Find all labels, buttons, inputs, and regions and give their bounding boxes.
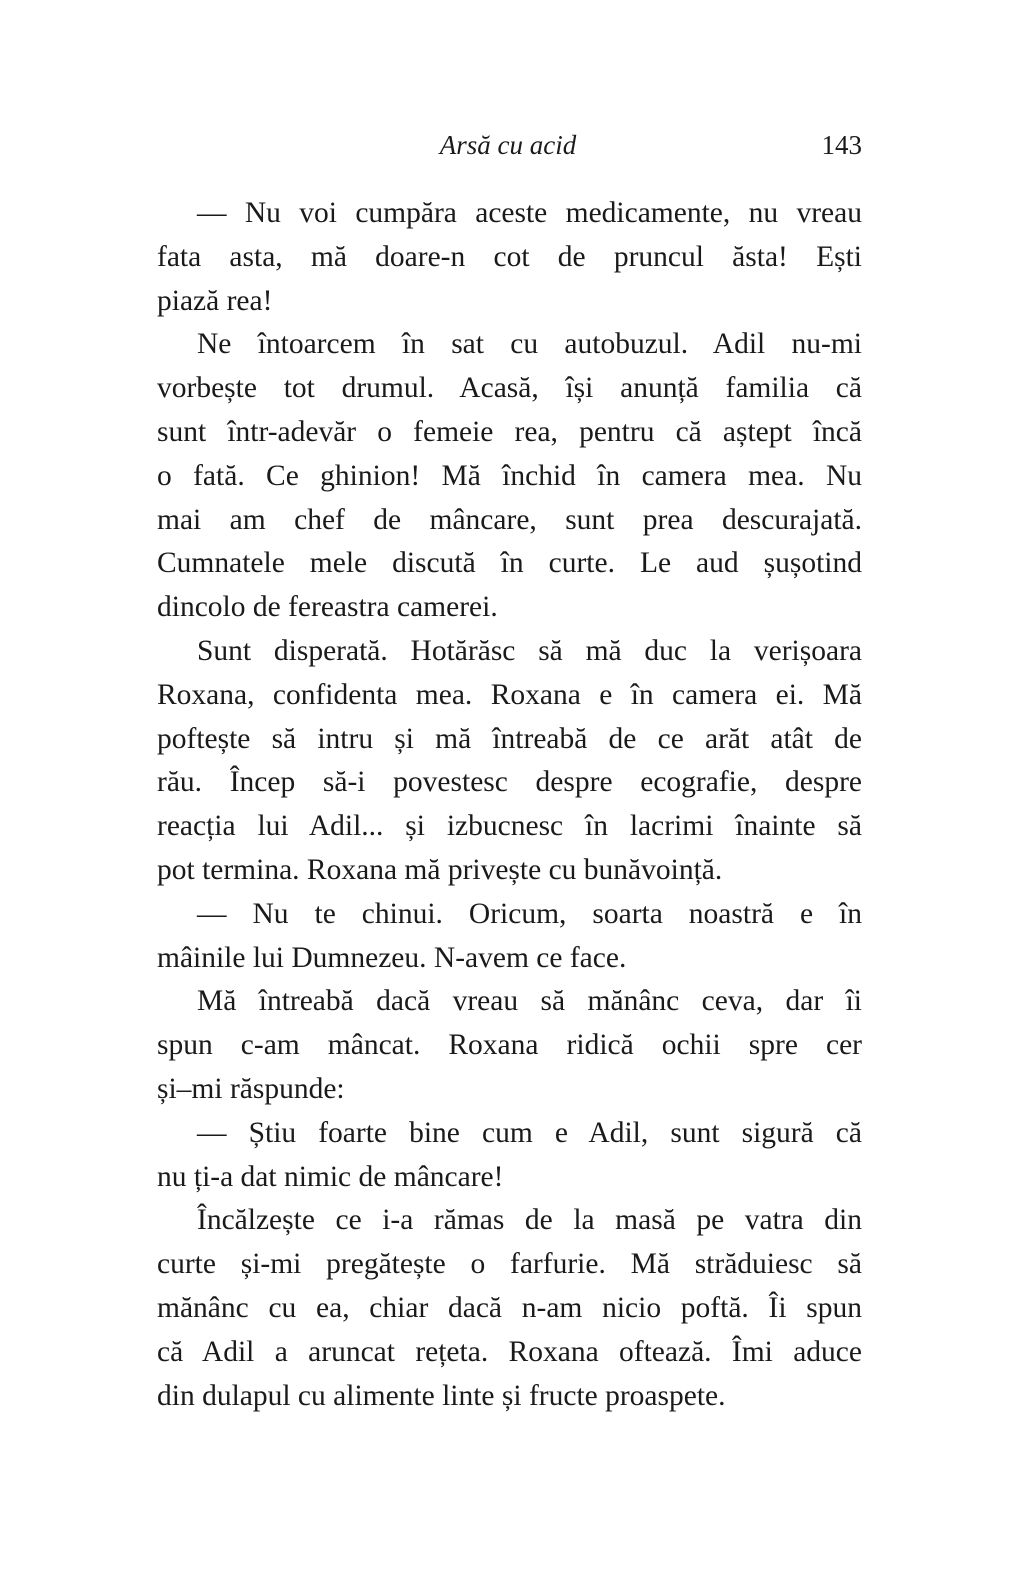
text-line: pot termina. Roxana mă privește cu bunăvoință. [157,853,723,886]
text-line: rău. Încep să-i povestesc despre ecografie, despre [157,766,862,799]
text-line: Cumnatele mele discută în curte. Le aud șușotind [157,547,862,580]
text-line: curte și-mi pregătește o farfurie. Mă străduiesc să [157,1248,862,1281]
text-line: — Știu foarte bine cum e Adil, sunt sigură că [197,1116,862,1149]
text-line: nu ți-a dat nimic de mâncare! [157,1160,504,1193]
text-line: și–mi răspunde: [157,1072,345,1105]
text-line: — Nu te chinui. Oricum, soarta noastră e în [197,897,862,930]
text-line: poftește să intru și mă întreabă de ce arăt atât de [157,722,862,755]
text-line: Încălzește ce i-a rămas de la masă pe vatra din [197,1204,862,1237]
text-line: mănânc cu ea, chiar dacă n-am nicio poftă. Îi spun [157,1291,862,1324]
text-line: piază rea! [157,284,273,317]
body-text [157,192,862,1418]
text-line: Ne întoarcem în sat cu autobuzul. Adil nu-mi [197,328,862,361]
text-line: fata asta, mă doare-n cot de pruncul ăsta! Ești [157,240,862,273]
text-line: spun c-am mâncat. Roxana ridică ochii spre cer [157,1029,862,1062]
paragraph [157,893,862,981]
text-line: reacția lui Adil... și izbucnesc în lacrimi înainte să [157,810,862,843]
text-line: Sunt disperată. Hotărăsc să mă duc la verișoara [197,634,862,667]
text-line: că Adil a aruncat rețeta. Roxana oftează. Îmi aduce [157,1335,862,1368]
text-line: o fată. Ce ghinion! Mă închid în camera mea. Nu [157,459,862,492]
page-number: 143 [821,130,862,160]
paragraph [157,323,862,630]
paragraph [157,630,862,893]
paragraph [157,1112,862,1200]
text-line: sunt într-adevăr o femeie rea, pentru că aștept încă [157,415,862,448]
text-line: Mă întreabă dacă vreau să mănânc ceva, dar îi [197,985,862,1018]
text-line: — Nu voi cumpăra aceste medicamente, nu vreau [197,197,862,229]
paragraph [157,980,862,1111]
text-line: vorbește tot drumul. Acasă, își anunță familia că [157,372,862,405]
running-title: Arsă cu acid [439,130,577,160]
text-line: mâinile lui Dumnezeu. N-avem ce face. [157,941,627,974]
text-line: dincolo de fereastra camerei. [157,591,498,624]
paragraph [157,192,862,323]
paragraph [157,1199,862,1418]
text-line: din dulapul cu alimente linte și fructe proaspete. [157,1379,726,1412]
text-line: mai am chef de mâncare, sunt prea descurajată. [157,503,862,536]
text-line: Roxana, confidenta mea. Roxana e în camera ei. Mă [157,678,862,711]
